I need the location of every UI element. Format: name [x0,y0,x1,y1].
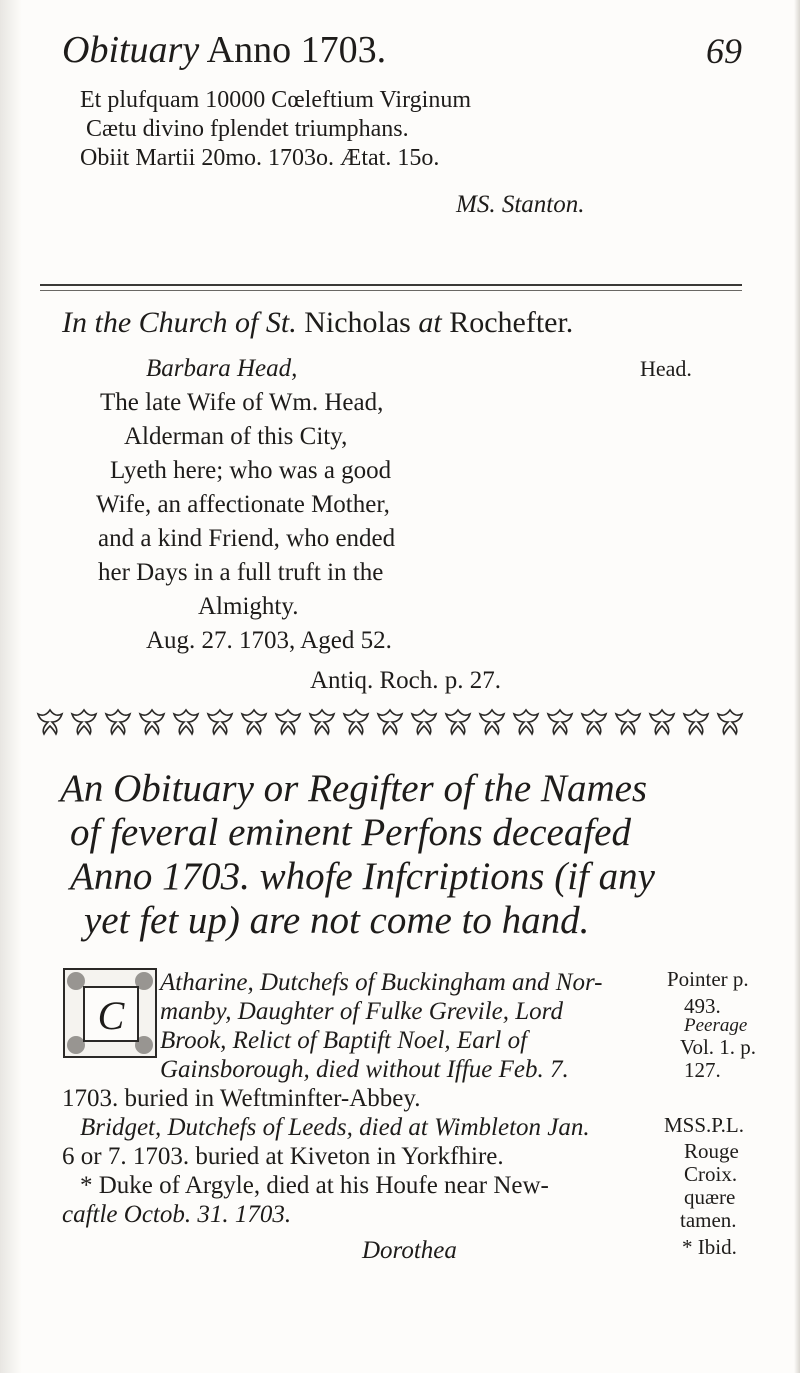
fleuron-icon [680,706,712,736]
fleuron-icon [578,706,610,736]
entry-line: 6 or 7. 1703. buried at Kiveton in Yorkfhire. [62,1143,504,1170]
fleuron-icon [272,706,304,736]
church-heading: In the Church of St. Nicholas at Rochefter. [62,306,574,339]
epitaph-source: Antiq. Roch. p. 27. [310,667,501,694]
side-note: Peerage [684,1015,748,1036]
fleuron-icon [476,706,508,736]
page-gutter-shadow [0,0,22,1373]
epitaph-line: Alderman of this City, [124,423,348,450]
fleuron-icon [306,706,338,736]
fleuron-icon [442,706,474,736]
decorated-initial [63,968,157,1058]
section-title-line: An Obituary or Regifter of the Names [60,767,648,810]
page-edge-shadow [794,0,800,1373]
side-note: * Ibid. [682,1235,737,1259]
fleuron-icon [170,706,202,736]
side-note: Pointer p. [667,967,749,991]
entry-line: Bridget, Dutchefs of Leeds, died at Wimbleton Jan. [80,1114,590,1141]
epitaph-name: Barbara Head, [146,355,298,382]
epitaph-date: Aug. 27. 1703, Aged 52. [146,627,392,654]
fleuron-icon [510,706,542,736]
section-title-line: of feveral eminent Perfons deceafed [70,811,631,854]
margin-note-head: Head. [640,356,692,381]
verse-source: MS. Stanton. [456,191,585,218]
fleuron-icon [238,706,270,736]
running-title: Obituary Anno 1703. [62,29,387,71]
side-note: 493. [684,994,721,1018]
section-title-line: yet fet up) are not come to hand. [84,899,590,942]
epitaph-line: Wife, an affectionate Mother, [96,491,390,518]
verse-line-3: Obiit Martii 20mo. 1703o. Ætat. 15o. [80,145,440,171]
fleuron-icon [544,706,576,736]
page-number: 69 [706,31,742,71]
fleuron-icon [612,706,644,736]
fleuron-icon [68,706,100,736]
epitaph-line: her Days in a full truft in the [98,559,384,586]
fleuron-icon [714,706,746,736]
side-note: Vol. 1. p. [680,1035,757,1059]
ornament-border [34,706,764,736]
verse-line-2: Cætu divino fplendet triumphans. [86,116,409,142]
section-title-line: Anno 1703. whofe Infcriptions (if any [70,855,655,898]
entry-line: Atharine, Dutchefs of Buckingham and Nor- [160,969,603,996]
entry-line: * Duke of Argyle, died at his Houfe near New- [80,1172,549,1199]
section-rule [40,284,742,291]
side-note: Croix. [684,1162,738,1186]
fleuron-icon [646,706,678,736]
side-note: tamen. [680,1208,737,1232]
side-note: quære [684,1185,736,1209]
epitaph-line: Almighty. [198,593,299,620]
fleuron-icon [204,706,236,736]
fleuron-icon [102,706,134,736]
entry-line: Brook, Relict of Baptift Noel, Earl of [160,1027,528,1054]
fleuron-icon [408,706,440,736]
side-note: 127. [684,1058,721,1082]
fleuron-icon [340,706,372,736]
side-note: MSS.P.L. [664,1113,744,1137]
side-note: Rouge [684,1139,739,1163]
initial-letter: C [97,993,125,1038]
epitaph-line: and a kind Friend, who ended [98,525,396,552]
entry-line: manby, Daughter of Fulke Grevile, Lord [160,998,563,1025]
entry-line: Gainsborough, died without Iffue Feb. 7. [160,1056,569,1083]
catchword: Dorothea [362,1237,457,1264]
fleuron-icon [136,706,168,736]
entry-line: caftle Octob. 31. 1703. [62,1201,292,1228]
verse-line-1: Et plufquam 10000 Cœleftium Virginum [80,87,471,113]
fleuron-icon [34,706,66,736]
fleuron-icon [374,706,406,736]
epitaph-line: The late Wife of Wm. Head, [100,389,384,416]
entry-line: 1703. buried in Weftminfter-Abbey. [62,1085,421,1112]
epitaph-line: Lyeth here; who was a good [110,457,392,484]
